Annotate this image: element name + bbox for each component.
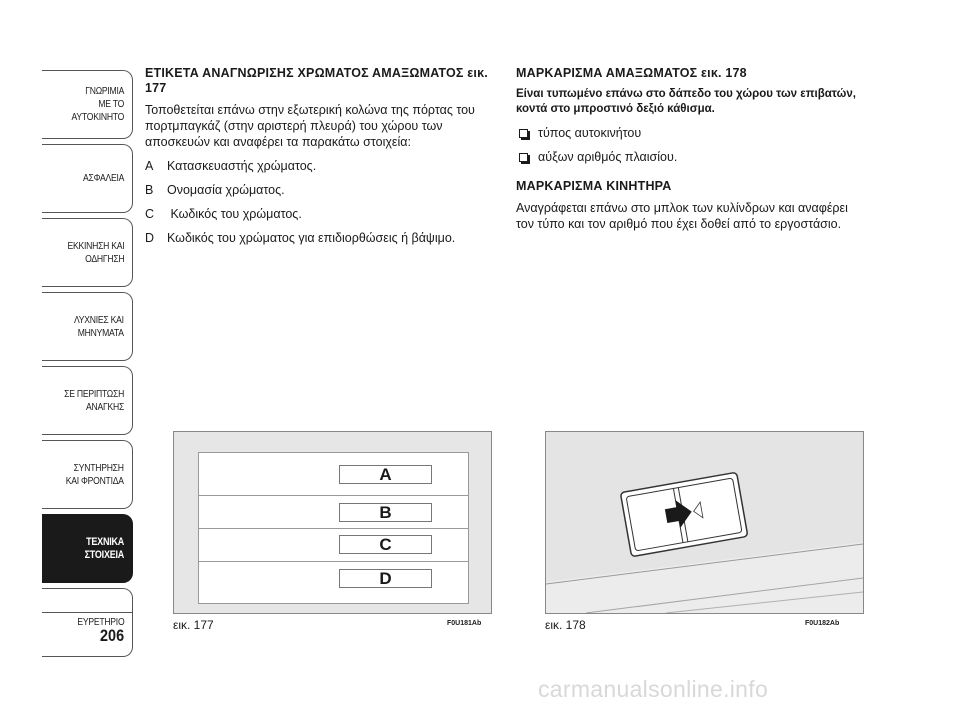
floor-marking-illustration xyxy=(546,432,863,613)
tab-warning-lights[interactable]: ΛΥΧΝΙΕΣ ΚΑΙ ΜΗΝΥΜΑΤΑ xyxy=(42,292,133,361)
left-column xyxy=(145,66,490,254)
body-marking-lead: Είναι τυπωμένο επάνω στο δάπεδο του χώρου των επιβατών, κοντά στο μπροστινό δεξιό κάθισμα. xyxy=(516,88,856,115)
tab-technical-data[interactable]: ΤΕΧΝΙΚΑ ΣΤΟΙΧΕΙΑ xyxy=(42,514,133,583)
tab-safety[interactable]: ΑΣΦΑΛΕΙΑ xyxy=(42,144,133,213)
figure-177-color-label xyxy=(173,431,492,614)
section-title-body-marking: ΜΑΡΚΑΡΙΣΜΑ ΑΜΑΞΩΜΑΤΟΣ εικ. 178 xyxy=(516,66,747,80)
engine-marking-text: Αναγράφεται επάνω στο μπλοκ των κυλίνδρων και αναφέρει τον τύπο και τον αριθμό που έχει δοθεί από το εργοστάσιο. xyxy=(516,201,848,231)
figure-177-caption: εικ. 177 xyxy=(173,618,214,632)
label-field-c: C xyxy=(339,535,432,554)
label-field-a: A xyxy=(339,465,432,484)
checkbox-bullet-icon xyxy=(519,153,528,162)
list-item: D Κωδικός του χρώματος για επιδιορθώσεις ή βάψιμο. xyxy=(145,231,456,245)
tab-emergency[interactable]: ΣΕ ΠΕΡΙΠΤΩΣΗ ΑΝΑΓΚΗΣ xyxy=(42,366,133,435)
divider xyxy=(199,561,468,562)
figure-178-code: F0U182Ab xyxy=(805,620,840,627)
section-title-color-label: ΕΤΙΚΕΤΑ ΑΝΑΓΝΩΡΙΣΗΣ ΧΡΩΜΑΤΟΣ ΑΜΑΞΩΜΑΤΟΣ εικ. 177 xyxy=(145,66,488,95)
list-item: A Κατασκευαστής χρώματος. xyxy=(145,159,317,173)
checkbox-bullet-icon xyxy=(519,129,528,138)
label-field-d: D xyxy=(339,569,432,588)
color-label-intro: Τοποθετείται επάνω στην εξωτερική κολώνα της πόρτας του πορτμπαγκάζ (στην αριστερή πλευρά) του χώρου των αποσκευών και αναφέρει τα παρακάτω στοιχεία: xyxy=(145,103,475,149)
list-item: C Κωδικός του χρώματος. xyxy=(145,207,302,221)
figure-177-code: F0U181Ab xyxy=(447,620,482,627)
list-item: αύξων αριθμός πλαισίου. xyxy=(516,149,861,165)
tab-maintenance[interactable]: ΣΥΝΤΗΡΗΣΗ ΚΑΙ ΦΡΟΝΤΙΔΑ xyxy=(42,440,133,509)
tab-starting-driving[interactable]: ΕΚΚΙΝΗΣΗ ΚΑΙ ΟΔΗΓΗΣΗ xyxy=(42,218,133,287)
watermark: carmanualsonline.info xyxy=(538,676,769,702)
figure-178-caption: εικ. 178 xyxy=(545,618,586,632)
divider xyxy=(199,495,468,496)
tab-index[interactable]: ΕΥΡΕΤΗΡΙΟ xyxy=(42,588,133,657)
section-title-engine-marking: ΜΑΡΚΑΡΙΣΜΑ ΚΙΝΗΤΗΡΑ xyxy=(516,179,672,193)
tab-getting-to-know[interactable]: ΓΝΩΡΙΜΙΑ ΜΕ ΤΟ ΑΥΤΟΚΙΝΗΤΟ xyxy=(42,70,133,139)
color-label-card xyxy=(198,452,469,604)
chapter-tabs xyxy=(42,70,133,662)
page-number: 206 xyxy=(100,626,125,645)
list-item: τύπος αυτοκινήτου xyxy=(516,125,861,141)
list-item: B Ονομασία χρώματος. xyxy=(145,183,285,197)
figure-178-floor-marking xyxy=(545,431,864,614)
label-field-b: B xyxy=(339,503,432,522)
divider xyxy=(199,528,468,529)
right-column xyxy=(516,66,861,240)
tab-bottom-rule xyxy=(42,612,133,613)
